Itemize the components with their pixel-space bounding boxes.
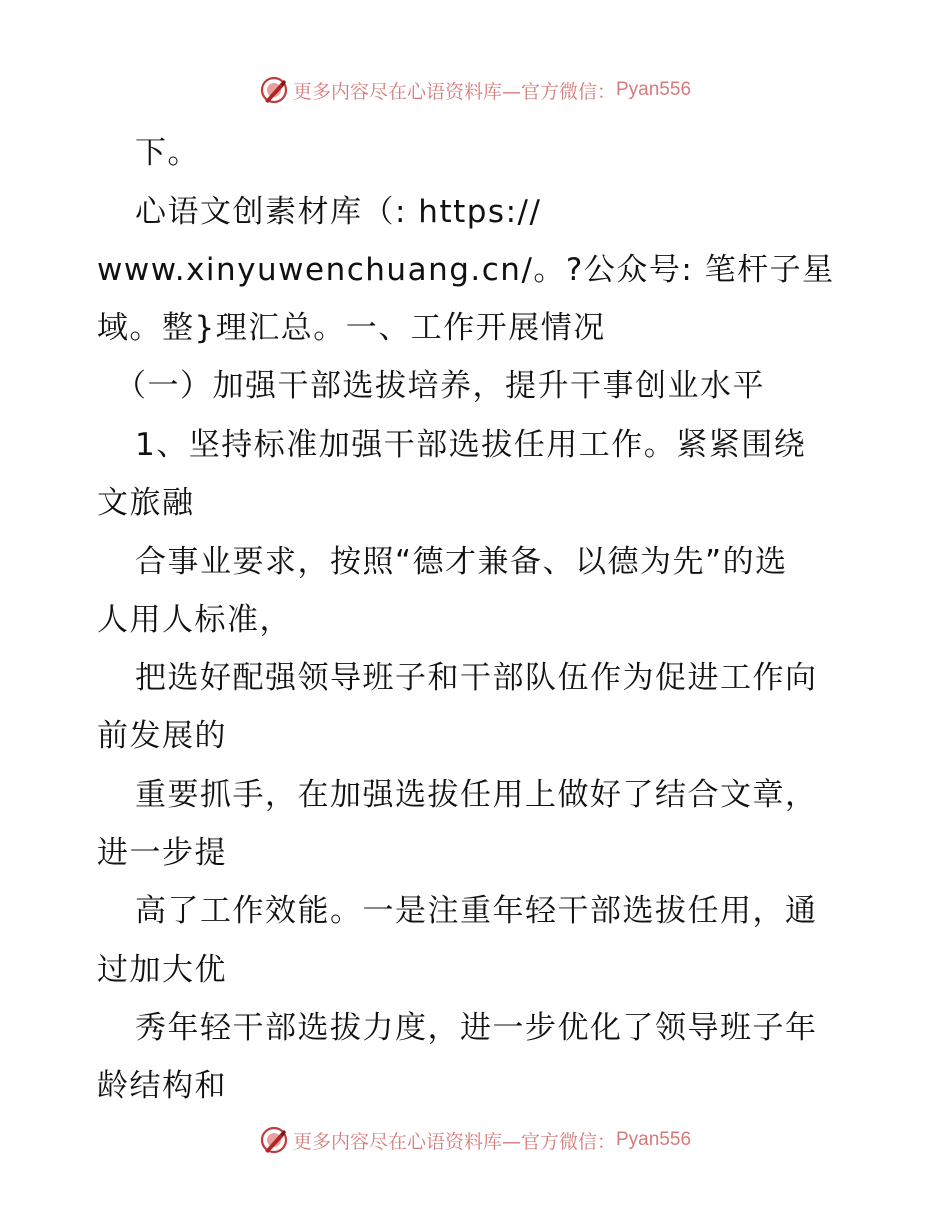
text-line: 下。 (135, 135, 200, 171)
banner-wechat-id: Pyan556 (616, 1129, 692, 1150)
footer-watermark-banner (0, 1120, 950, 1160)
banner-text: 更多内容尽在心语资料库—官方微信： (292, 1130, 616, 1153)
text-line: 过加大优 (97, 952, 227, 988)
text-line: www.xinyuwenchuang.cn/。?公众号: 笔杆子星 (97, 252, 835, 288)
text-line: 心语文创素材库（: https:// (135, 194, 542, 230)
text-line: 秀年轻干部选拔力度，进一步优化了领导班子年 (135, 1010, 818, 1046)
banner-wechat-id: Pyan556 (616, 79, 692, 100)
pen-logo-icon (259, 1125, 289, 1155)
header-watermark-banner (0, 70, 950, 110)
text-line: 人用人标准， (97, 602, 292, 638)
banner-text: 更多内容尽在心语资料库—官方微信： (292, 80, 616, 103)
text-line: 文旅融 (97, 485, 195, 521)
text-line: 域。整}理汇总。一、工作开展情况 (97, 310, 606, 346)
text-line: 龄结构和 (97, 1068, 227, 1104)
text-line: 合事业要求，按照“德才兼备、以德为先”的选 (135, 544, 788, 580)
text-line: 把选好配强领导班子和干部队伍作为促进工作向 (135, 660, 818, 696)
text-line: 高了工作效能。一是注重年轻干部选拔任用，通 (135, 893, 818, 929)
section-heading: （一）加强干部选拔培养，提升干事创业水平 (115, 368, 765, 404)
text-line: 1、坚持标准加强干部选拔任用工作。紧紧围绕 (135, 427, 807, 463)
pen-logo-icon (259, 75, 289, 105)
text-line: 重要抓手，在加强选拔任用上做好了结合文章， (135, 777, 818, 813)
text-line: 进一步提 (97, 835, 227, 871)
text-line: 前发展的 (97, 718, 227, 754)
